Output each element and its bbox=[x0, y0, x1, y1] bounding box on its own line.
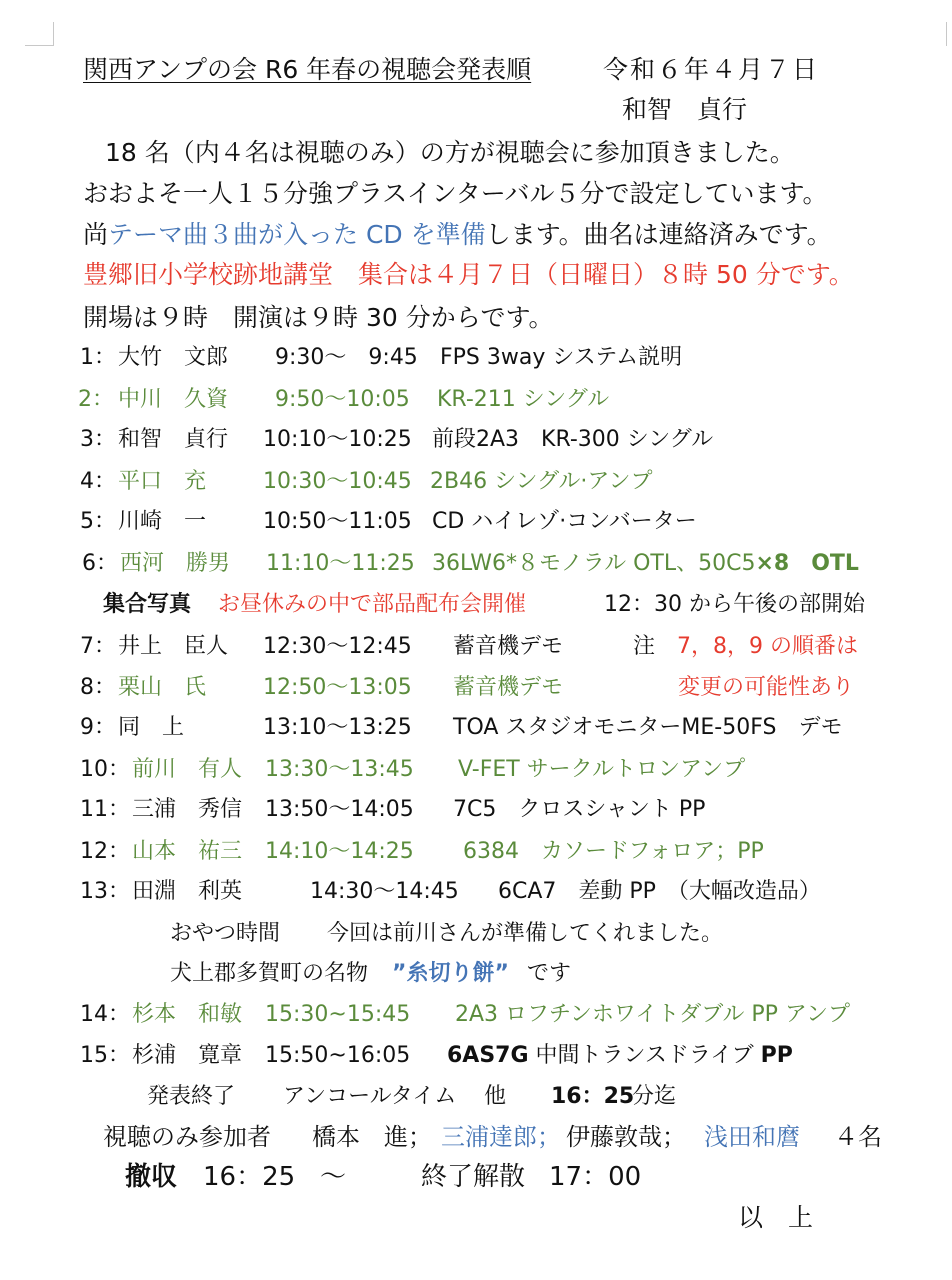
schedule-row-8 bbox=[0, 674, 952, 702]
time-slot: 15:30~15:45 bbox=[265, 1002, 411, 1027]
presenter-number: 6： bbox=[82, 551, 118, 576]
schedule-row-12 bbox=[0, 838, 952, 866]
lunch-break-row bbox=[0, 591, 952, 619]
presentation-topic: TOA スタジオモニターME-50FS デモ bbox=[453, 715, 843, 740]
intro-opening: 開場は９時 開演は９時 30 分からです。 bbox=[83, 303, 554, 332]
crop-mark-top-right-vertical bbox=[946, 22, 947, 46]
schedule-row-6 bbox=[0, 550, 952, 578]
cleanup-tilde: ～ bbox=[320, 1162, 347, 1192]
topic-suffix: PP bbox=[760, 1043, 793, 1068]
intro-participants: 18 名（内４名は視聴のみ）の方が視聴会に参加頂きました。 bbox=[105, 138, 795, 167]
specialty-prefix: 犬上郡多賀町の名物 bbox=[170, 961, 369, 986]
encore-time: アンコールタイム bbox=[283, 1084, 457, 1109]
presenter-name: 杉本 和敏 bbox=[132, 1002, 243, 1027]
presentation-topic: 6384 カソードフォロア；PP bbox=[463, 839, 764, 864]
cleanup-row bbox=[0, 1160, 952, 1194]
presenter-number: 8： bbox=[80, 675, 116, 700]
cd-note-suffix: します。曲名は連絡済みです。 bbox=[485, 220, 832, 249]
intro-timing: おおよそ一人１５分強プラスインターバル５分で設定しています。 bbox=[83, 179, 828, 208]
snack-label: おやつ時間 bbox=[170, 921, 281, 946]
presenter-number: 13： bbox=[80, 879, 130, 904]
closing-row bbox=[0, 1083, 952, 1111]
schedule-row-13 bbox=[0, 878, 952, 906]
schedule-row-2 bbox=[0, 386, 952, 414]
presentation-topic: V-FET サークルトロンアンプ bbox=[458, 757, 746, 782]
presenter-name: 栗山 氏 bbox=[118, 675, 207, 700]
time-slot: 13:10～13:25 bbox=[263, 715, 412, 740]
crop-mark-top-left-vertical bbox=[53, 22, 54, 46]
presenter-name: 大竹 文郎 bbox=[118, 345, 229, 370]
presenter-number: 14： bbox=[80, 1002, 130, 1027]
time-slot: 10:10～10:25 bbox=[263, 427, 412, 452]
group-photo-label: 集合写真 bbox=[103, 592, 192, 617]
schedule-row-4 bbox=[0, 468, 952, 496]
specialty-name: ”糸切り餅” bbox=[392, 961, 509, 986]
schedule-row-5 bbox=[0, 508, 952, 536]
presenter-name: 川崎 一 bbox=[118, 509, 207, 534]
presenter-name: 三浦 秀信 bbox=[132, 797, 243, 822]
presenter-number: 7： bbox=[80, 634, 116, 659]
closing-time: 16：25 bbox=[551, 1084, 635, 1109]
schedule-row-15 bbox=[0, 1042, 952, 1070]
presentation-topic: 蓄音機デモ bbox=[453, 634, 564, 659]
presenter-number: 2： bbox=[78, 387, 114, 412]
presentation-topic: KR-211 シングル bbox=[437, 387, 610, 412]
presenter-number: 10： bbox=[80, 757, 130, 782]
intro-cd-note bbox=[83, 219, 832, 251]
presentation-topic: 蓄音機デモ bbox=[453, 675, 564, 700]
schedule-row-11 bbox=[0, 796, 952, 824]
presentations-end: 発表終了 bbox=[147, 1084, 236, 1109]
topic-text-bold: ×8 OTL bbox=[755, 551, 859, 576]
intro-venue: 豊郷旧小学校跡地講堂 集合は４月７日（日曜日）８時 50 分です。 bbox=[83, 260, 854, 289]
listeners-count: ４名 bbox=[834, 1123, 882, 1151]
end-mark: 以 上 bbox=[738, 1203, 814, 1232]
presenter-number: 4： bbox=[80, 469, 116, 494]
cleanup-label: 撤収 bbox=[125, 1162, 178, 1192]
time-slot: 9:50～10:05 bbox=[275, 387, 410, 412]
presenter-number: 5： bbox=[80, 509, 116, 534]
closing-until: 分迄 bbox=[632, 1084, 677, 1109]
closing-other: 他 bbox=[484, 1084, 507, 1109]
listener-2: 三浦達郎； bbox=[441, 1123, 561, 1151]
presenter-name: 前川 有人 bbox=[132, 757, 243, 782]
parts-distribution-notice: お昼休みの中で部品配布会開催 bbox=[218, 592, 527, 617]
time-slot: 11:10～11:25 bbox=[266, 551, 415, 576]
presenter-number: 1： bbox=[80, 345, 116, 370]
presentation-topic bbox=[432, 550, 859, 578]
snack-row bbox=[0, 920, 952, 948]
presentation-topic: 6CA7 差動 PP （大幅改造品） bbox=[498, 879, 821, 904]
afternoon-start-notice: 12：30 から午後の部開始 bbox=[604, 592, 865, 617]
presenter-number: 15： bbox=[80, 1043, 130, 1068]
time-slot: 14:30～14:45 bbox=[310, 879, 459, 904]
change-note: 変更の可能性あり bbox=[678, 675, 855, 700]
presenter-name: 杉浦 寛章 bbox=[132, 1043, 243, 1068]
topic-tube: 6AS7G bbox=[447, 1043, 529, 1068]
presenter-name: 井上 臣人 bbox=[118, 634, 229, 659]
document-author: 和智 貞行 bbox=[622, 95, 748, 124]
listener-4: 浅田和麿 bbox=[704, 1123, 800, 1151]
presentation-topic: 2B46 シングル·アンプ bbox=[430, 469, 653, 494]
presenter-name: 平口 充 bbox=[118, 469, 207, 494]
time-slot: 9:30～ 9:45 bbox=[275, 345, 418, 370]
cleanup-start: 16：25 bbox=[203, 1162, 296, 1192]
time-slot: 15:50~16:05 bbox=[265, 1043, 411, 1068]
presenter-number: 3： bbox=[80, 427, 116, 452]
presentation-topic: 前段2A3 KR-300 シングル bbox=[432, 427, 714, 452]
presentation-topic: 7C5 クロスシャント PP bbox=[453, 797, 706, 822]
document-title: 関西アンプの会 R6 年春の視聴会発表順 bbox=[83, 55, 532, 84]
crop-mark-top-left-horizontal bbox=[25, 45, 54, 46]
presentation-topic bbox=[447, 1042, 793, 1070]
order-note: 7，8，9 の順番は bbox=[677, 634, 858, 659]
schedule-row-9 bbox=[0, 714, 952, 742]
time-slot: 13:30～13:45 bbox=[265, 757, 414, 782]
topic-text: 36LW6*８モノラル OTL、50C5 bbox=[432, 551, 756, 576]
document-date: 令和６年４月７日 bbox=[603, 55, 820, 84]
topic-text: 中間トランスドライブ bbox=[535, 1043, 754, 1068]
presenter-name: 中川 久資 bbox=[118, 387, 229, 412]
schedule-row-14 bbox=[0, 1001, 952, 1029]
presentation-topic: 2A3 ロフチンホワイトダブル PP アンプ bbox=[455, 1002, 851, 1027]
presenter-name: 同 上 bbox=[118, 715, 185, 740]
schedule-row-7 bbox=[0, 633, 952, 661]
listeners-row bbox=[0, 1121, 952, 1153]
listener-3: 伊藤敦哉； bbox=[566, 1123, 686, 1151]
specialty-suffix: です bbox=[527, 961, 572, 986]
schedule-row-10 bbox=[0, 756, 952, 784]
schedule-row-1 bbox=[0, 344, 952, 372]
time-slot: 14:10～14:25 bbox=[265, 839, 414, 864]
listener-1: 橋本 進； bbox=[312, 1123, 432, 1151]
presenter-number: 12： bbox=[80, 839, 130, 864]
presenter-number: 9： bbox=[80, 715, 116, 740]
snack-detail: 今回は前川さんが準備してくれました。 bbox=[327, 921, 724, 946]
time-slot: 12:30～12:45 bbox=[263, 634, 412, 659]
cd-note-highlight: テーマ曲３曲が入った CD を準備 bbox=[108, 220, 486, 249]
presenter-number: 11： bbox=[80, 797, 130, 822]
listeners-label: 視聴のみ参加者 bbox=[103, 1123, 271, 1151]
presenter-name: 西河 勝男 bbox=[120, 551, 231, 576]
presentation-topic: CD ハイレゾ·コンバーター bbox=[432, 509, 697, 534]
snack-specialty-row bbox=[0, 960, 952, 988]
schedule-row-3 bbox=[0, 426, 952, 454]
time-slot: 10:50～11:05 bbox=[263, 509, 412, 534]
dismissal-time: 17：00 bbox=[549, 1162, 642, 1192]
cd-note-prefix: 尚 bbox=[83, 220, 109, 249]
time-slot: 10:30～10:45 bbox=[263, 469, 412, 494]
time-slot: 13:50～14:05 bbox=[265, 797, 414, 822]
time-slot: 12:50～13:05 bbox=[263, 675, 412, 700]
note-label: 注 bbox=[633, 634, 656, 659]
presenter-name: 和智 貞行 bbox=[118, 427, 229, 452]
dismissal-label: 終了解散 bbox=[421, 1162, 526, 1192]
presenter-name: 田淵 利英 bbox=[132, 879, 243, 904]
presenter-name: 山本 祐三 bbox=[132, 839, 243, 864]
presentation-topic: FPS 3way システム説明 bbox=[440, 345, 683, 370]
